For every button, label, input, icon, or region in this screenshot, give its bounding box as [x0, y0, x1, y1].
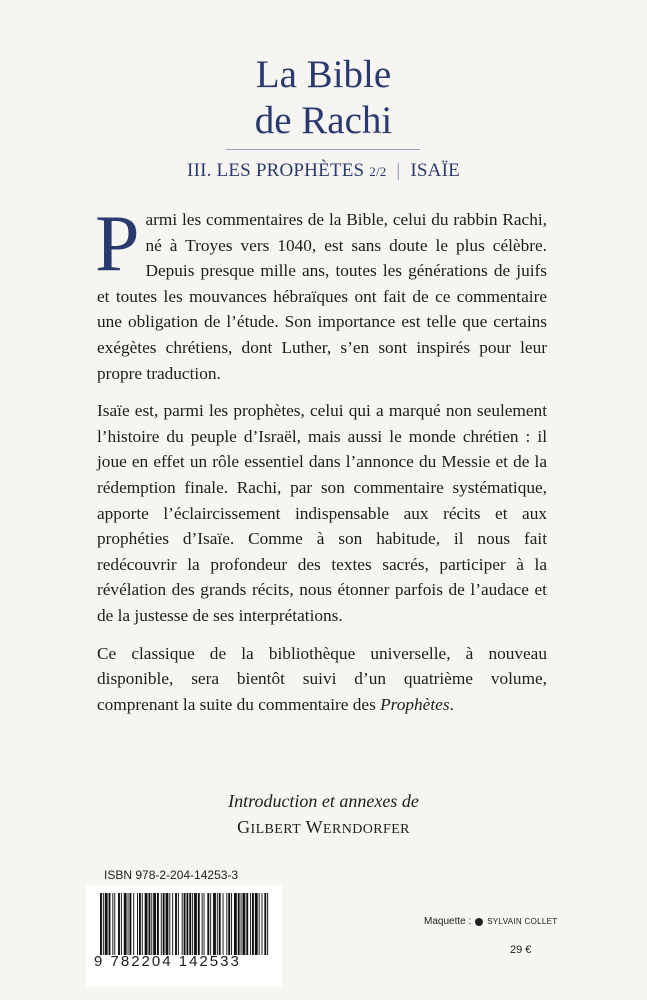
title-line-2: de Rachi — [254, 99, 393, 142]
drop-cap: P — [95, 200, 140, 288]
barcode-bar — [250, 893, 251, 955]
barcode-bar — [153, 893, 156, 955]
barcode-bar — [184, 893, 186, 955]
barcode-bar — [139, 893, 141, 955]
barcode-bar — [121, 893, 122, 955]
designer-logo-icon — [475, 918, 483, 926]
barcode-bar — [128, 893, 129, 955]
barcode-bar — [118, 893, 120, 955]
barcode-bar — [182, 893, 183, 955]
barcode-bar — [172, 893, 173, 955]
barcode-bar — [219, 893, 221, 955]
barcode-bar — [145, 893, 148, 955]
book-title — [0, 52, 647, 144]
barcode-bar — [234, 893, 237, 955]
barcode-bar — [178, 893, 179, 955]
barcode-bar — [142, 893, 143, 955]
designer-name: SYLVAIN COLLET — [487, 917, 558, 926]
barcode-bar — [259, 893, 260, 955]
barcode-bar — [223, 893, 224, 955]
paragraph-3-text: Ce classique de la bibliothèque universelle, à nouveau disponible, sera bientôt suivi d’un quatrième volume, comprenant la suite du commentaire des — [97, 643, 547, 714]
barcode-bar — [157, 893, 159, 955]
author-last-rest: ERNDORFER — [323, 822, 410, 837]
barcode-bar — [262, 893, 263, 955]
barcode-bar — [100, 893, 102, 955]
barcode-bar — [226, 893, 227, 955]
author-credit — [0, 788, 647, 843]
barcode-bar — [161, 893, 162, 955]
isbn-text: ISBN 978-2-204-14253-3 — [104, 868, 239, 882]
barcode-bar — [241, 893, 242, 955]
title-line-1: La Bible — [255, 53, 392, 96]
barcode-bar — [231, 893, 232, 955]
barcode-bar — [124, 893, 127, 955]
barcode-bar — [137, 893, 138, 955]
paragraph-3-end: . — [449, 694, 454, 714]
barcode — [86, 885, 282, 987]
blurb-paragraph-3 — [97, 641, 547, 718]
barcode-bar — [213, 893, 216, 955]
barcode-bar — [207, 893, 209, 955]
barcode-bar — [114, 893, 115, 955]
subtitle-separator: | — [396, 160, 401, 181]
barcode-bar — [169, 893, 170, 955]
barcode-bar — [163, 893, 165, 955]
barcode-bar — [151, 893, 152, 955]
barcode-bar — [189, 893, 191, 955]
paragraph-3-italic: Prophètes — [380, 694, 450, 714]
blurb-paragraph-2: Isaïe est, parmi les prophètes, celui qui a marqué non seulement l’histoire du peuple d’Israël, mais aussi le monde chrétien : il joue en effet un rôle essentiel dans l’annonce du Messie et de la rédemption finale. Rachi, par son commentaire systématique, apporte l’éclaircissement indispensable aux récits et aux prophéties d’Isaïe. Comme à son habitude, il nous fait redécouvrir la profondeur des textes sacrés, participer à la révélation des grands récits, nous étonner parfois de l’audace et de la justesse de ses interprétations. — [97, 401, 547, 625]
barcode-bar — [264, 893, 266, 955]
barcode-bar — [103, 893, 104, 955]
barcode-bar — [105, 893, 108, 955]
subtitle-part: III. LES PROPHÈTES — [187, 160, 365, 181]
credit-intro: Introduction et annexes de — [228, 791, 419, 811]
subtitle-book: ISAÏE — [410, 160, 460, 181]
barcode-bars — [100, 893, 270, 955]
author-first-rest: ILBERT — [250, 822, 302, 837]
barcode-bar — [204, 893, 205, 955]
barcode-bar — [243, 893, 246, 955]
barcode-bar — [133, 893, 134, 955]
book-subtitle — [0, 160, 647, 182]
author-first-initial: G — [237, 817, 251, 837]
maquette-label: Maquette : — [424, 916, 472, 927]
price: 29 € — [510, 944, 532, 956]
barcode-bar — [109, 893, 111, 955]
credit-author — [0, 814, 647, 843]
design-credit — [424, 916, 557, 927]
barcode-bar — [246, 893, 248, 955]
barcode-bar — [217, 893, 218, 955]
barcode-bar — [202, 893, 203, 955]
paragraph-1-text: armi les commentaires de la Bible, celui du rabbin Rachi, né à Troyes vers 1040, est sans doute le plus célèbre. Depuis presque mille ans, toutes les générations de juifs et toutes les mouvances hébraïques ont fait de ce commentaire une obligation de l’étude. Son importance est telle que certains exégètes chrétiens, dont Luther, s’en sont inspirés pour leur propre traduction. — [97, 210, 547, 383]
barcode-bar — [198, 893, 200, 955]
title-divider — [226, 149, 420, 150]
blurb — [95, 200, 547, 729]
barcode-bar — [194, 893, 197, 955]
barcode-bar — [112, 893, 113, 955]
barcode-digits: 9 782204 142533 — [94, 953, 241, 970]
barcode-bar — [192, 893, 193, 955]
subtitle-fraction: 2/2 — [369, 164, 387, 179]
barcode-bar — [238, 893, 240, 955]
barcode-bar — [255, 893, 258, 955]
blurb-paragraph-1 — [95, 200, 547, 386]
barcode-bar — [186, 893, 188, 955]
barcode-bar — [252, 893, 254, 955]
barcode-bar — [175, 893, 177, 955]
barcode-bar — [148, 893, 150, 955]
barcode-bar — [129, 893, 131, 955]
barcode-bar — [166, 893, 169, 955]
author-last-initial: W — [305, 817, 324, 837]
barcode-bar — [267, 893, 268, 955]
barcode-bar — [228, 893, 230, 955]
barcode-bar — [210, 893, 211, 955]
